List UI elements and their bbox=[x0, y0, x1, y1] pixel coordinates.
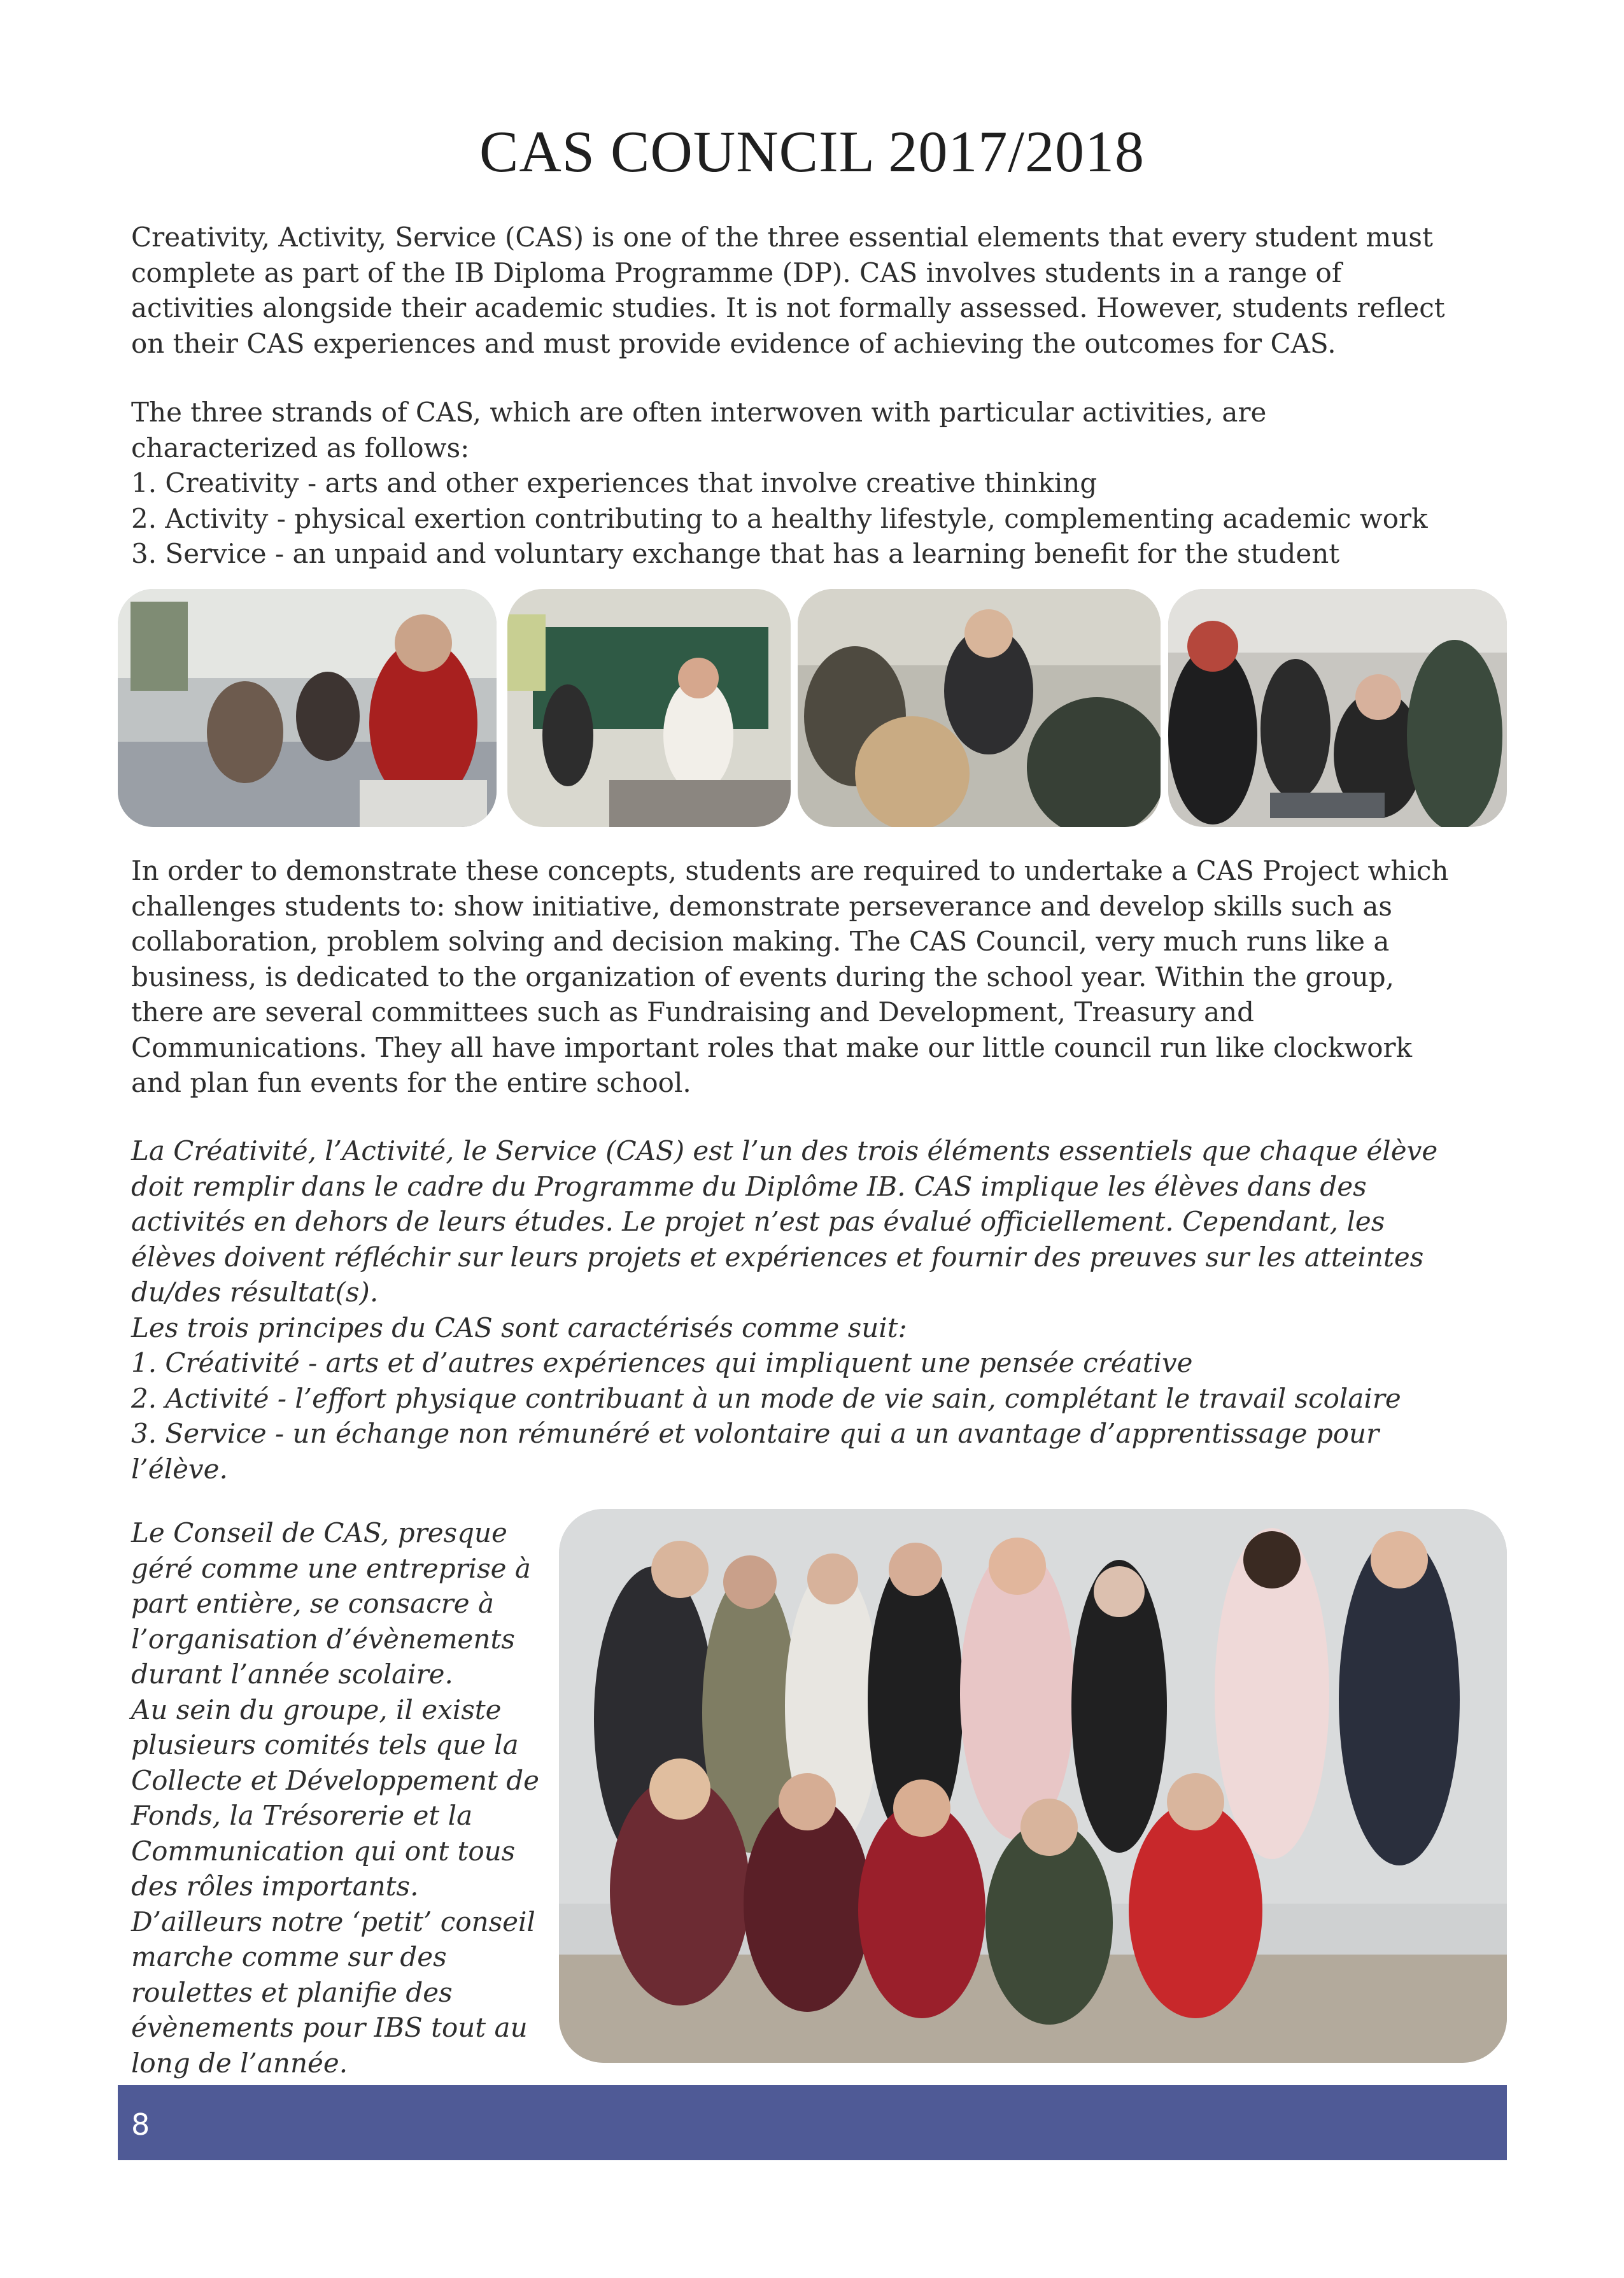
text-line: La Créativité, l’Activité, le Service (CAS) est l’un des trois éléments essentiels que chaque élève bbox=[131, 1135, 1438, 1166]
photo-image bbox=[507, 589, 791, 827]
text-line: 3. Service - an unpaid and voluntary exchange that has a learning benefit for the student bbox=[131, 538, 1340, 569]
strands-paragraph bbox=[131, 395, 1506, 572]
project-paragraph bbox=[131, 853, 1506, 1101]
text-line: complete as part of the IB Diploma Programme (DP). CAS involves students in a range of bbox=[131, 257, 1342, 288]
text-line: marche comme sur des bbox=[131, 1941, 447, 1972]
photo-image bbox=[118, 589, 497, 827]
text-line: Les trois principes du CAS sont caractérisés comme suit: bbox=[131, 1312, 907, 1343]
photo-image bbox=[1168, 589, 1507, 827]
text-line: 3. Service - un échange non rémunéré et volontaire qui a un avantage d’apprentissage pour bbox=[131, 1418, 1380, 1449]
text-line: 1. Créativité - arts et d’autres expériences qui impliquent une pensée créative bbox=[131, 1347, 1193, 1378]
text-line: D’ailleurs notre ‘petit’ conseil bbox=[131, 1906, 535, 1937]
text-line: l’organisation d’évènements bbox=[131, 1623, 515, 1655]
text-line: there are several committees such as Fundraising and Development, Treasury and bbox=[131, 996, 1255, 1028]
text-line: characterized as follows: bbox=[131, 432, 470, 463]
text-line: 1. Creativity - arts and other experiences that involve creative thinking bbox=[131, 467, 1098, 499]
text-line: long de l’année. bbox=[131, 2047, 348, 2079]
text-line: durant l’année scolaire. bbox=[131, 1659, 453, 1690]
page-number: 8 bbox=[131, 2107, 150, 2142]
text-line: roulettes et planifie des bbox=[131, 1976, 453, 2008]
text-line: 2. Activité - l’effort physique contribuant à un mode de vie sain, complétant le travail scolaire bbox=[131, 1382, 1401, 1414]
text-line: Fonds, la Trésorerie et la bbox=[131, 1800, 473, 1831]
photo-image bbox=[559, 1509, 1507, 2063]
text-line: and plan fun events for the entire school. bbox=[131, 1067, 691, 1098]
text-line: In order to demonstrate these concepts, students are required to undertake a CAS Project which bbox=[131, 855, 1449, 886]
text-line: The three strands of CAS, which are often interwoven with particular activities, are bbox=[131, 397, 1267, 428]
photo-students-classroom bbox=[118, 589, 497, 827]
text-line: l’élève. bbox=[131, 1453, 228, 1485]
text-line: collaboration, problem solving and decision making. The CAS Council, very much runs like a bbox=[131, 926, 1390, 957]
page-title: CAS COUNCIL 2017/2018 bbox=[479, 119, 1145, 184]
text-line: Collecte et Développement de bbox=[131, 1764, 539, 1796]
text-line: Le Conseil de CAS, presque bbox=[131, 1517, 507, 1548]
text-line: activities alongside their academic studies. It is not formally assessed. However, students reflect bbox=[131, 292, 1445, 323]
text-line: Creativity, Activity, Service (CAS) is one of the three essential elements that every student must bbox=[131, 222, 1433, 253]
text-line: Au sein du groupe, il existe bbox=[131, 1694, 502, 1725]
text-line: business, is dedicated to the organization of events during the school year. Within the group, bbox=[131, 961, 1395, 993]
text-line: du/des résultat(s). bbox=[131, 1277, 379, 1308]
text-line: on their CAS experiences and must provide evidence of achieving the outcomes for CAS. bbox=[131, 327, 1336, 359]
text-line: Communication qui ont tous bbox=[131, 1835, 516, 1867]
text-line: des rôles importants. bbox=[131, 1871, 419, 1902]
french-paragraph bbox=[131, 1133, 1506, 1487]
text-line: activités en dehors de leurs études. Le projet n’est pas évalué officiellement. Cependant, les bbox=[131, 1206, 1385, 1237]
photo-teacher-blackboard bbox=[507, 589, 791, 827]
text-line: part entière, se consacre à bbox=[131, 1588, 494, 1619]
text-line: évènements pour IBS tout au bbox=[131, 2012, 528, 2043]
footer-bar bbox=[118, 2085, 1507, 2160]
text-line: géré comme une entreprise à bbox=[131, 1552, 531, 1584]
intro-paragraph bbox=[131, 220, 1506, 361]
text-line: Communications. They all have important roles that make our little council run like clockwork bbox=[131, 1031, 1413, 1063]
council-side-text bbox=[131, 1515, 564, 2081]
text-line: élèves doivent réfléchir sur leurs projets et expériences et fournir des preuves sur les atteintes bbox=[131, 1241, 1424, 1273]
text-line: challenges students to: show initiative, demonstrate perseverance and develop skills such as bbox=[131, 890, 1392, 922]
photo-students-laptop bbox=[1168, 589, 1507, 827]
text-line: doit remplir dans le cadre du Programme du Diplôme IB. CAS implique les élèves dans des bbox=[131, 1170, 1367, 1202]
text-line: 2. Activity - physical exertion contributing to a healthy lifestyle, complementing academic work bbox=[131, 502, 1428, 534]
text-line: plusieurs comités tels que la bbox=[131, 1729, 519, 1760]
group-photo-council bbox=[559, 1509, 1507, 2063]
photo-image bbox=[798, 589, 1161, 827]
photo-group-discussion bbox=[798, 589, 1161, 827]
